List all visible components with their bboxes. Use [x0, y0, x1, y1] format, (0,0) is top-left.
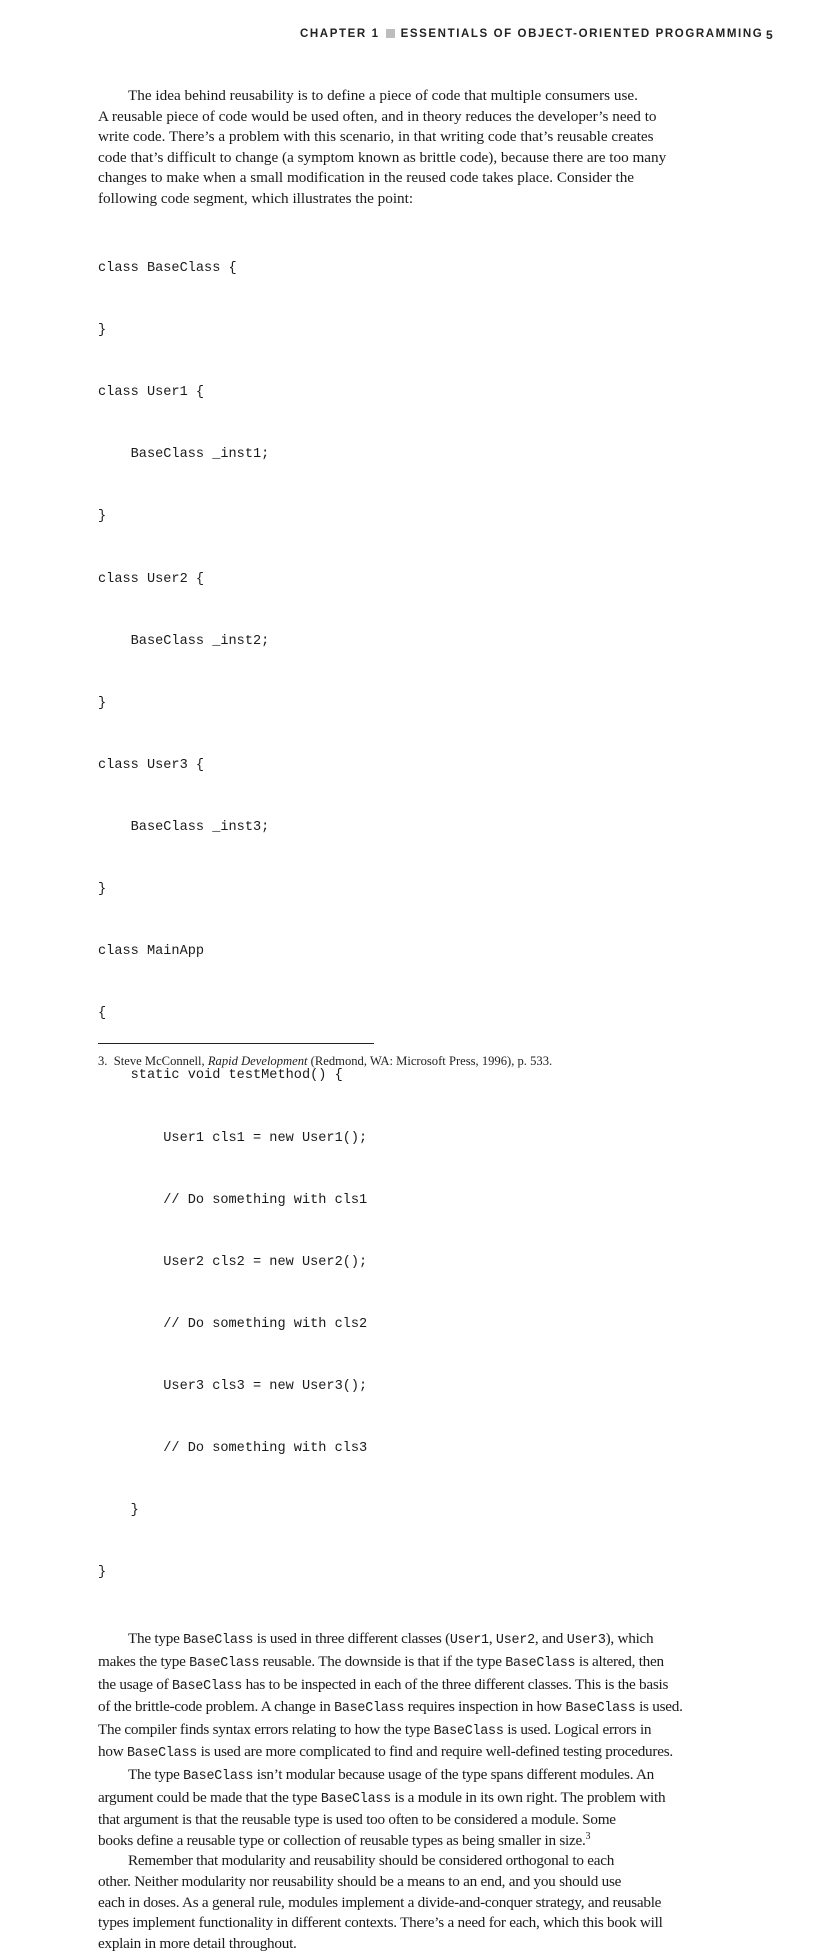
code-line: static void testMethod() { — [98, 1068, 343, 1084]
paragraph-4 — [98, 1851, 714, 1954]
header-separator-square — [386, 29, 395, 38]
footnote-marker[interactable]: 3 — [585, 1830, 591, 1842]
inline-code: BaseClass — [189, 1655, 260, 1671]
code-listing — [98, 218, 714, 1626]
code-line: User3 cls3 = new User3(); — [98, 1378, 368, 1394]
code-line: class MainApp — [98, 944, 205, 960]
code-line: class BaseClass { — [98, 260, 237, 276]
inline-code: BaseClass — [320, 1791, 391, 1807]
code-line: // Do something with cls3 — [98, 1441, 368, 1457]
footnote-book-title: Rapid Development — [207, 1054, 308, 1068]
footnote-author: Steve McConnell, — [113, 1054, 208, 1068]
section-title: ESSENTIALS OF OBJECT-ORIENTED PROGRAMMING — [400, 28, 764, 40]
code-line: } — [98, 509, 107, 525]
text-line: the usage of BaseClass has to be inspected in each of the three different classes. This is the basis — [98, 1675, 669, 1694]
code-line: User1 cls1 = new User1(); — [98, 1130, 368, 1146]
code-line: } — [98, 1565, 107, 1581]
text-line: The compiler finds syntax errors relating to how the type BaseClass is used. Logical errors in — [98, 1720, 652, 1739]
code-line: // Do something with cls1 — [98, 1192, 368, 1208]
code-line: } — [98, 695, 107, 711]
inline-code: BaseClass — [334, 1701, 405, 1717]
inline-code: BaseClass — [183, 1768, 254, 1784]
running-header — [300, 28, 763, 40]
inline-code: BaseClass — [505, 1655, 576, 1671]
text-line: write code. There’s a problem with this scenario, in that writing code that’s reusable creates — [98, 128, 654, 146]
paragraph-1 — [98, 86, 714, 210]
footnote-divider — [98, 1043, 374, 1044]
text-line: each in doses. As a general rule, modules implement a divide-and-conquer strategy, and reusable — [98, 1893, 662, 1911]
code-line: class User3 { — [98, 757, 205, 773]
text-line: A reusable piece of code would be used often, and in theory reduces the developer’s need to — [98, 107, 657, 125]
code-line: class User1 { — [98, 385, 205, 401]
paragraph-2 — [98, 1629, 714, 1765]
inline-code: BaseClass — [126, 1746, 198, 1762]
text-line: how BaseClass is used are more complicated to find and require well-defined testing procedures. — [98, 1743, 673, 1762]
inline-code: User2 — [495, 1633, 535, 1649]
footnote-details: (Redmond, WA: Microsoft Press, 1996), p. 533. — [307, 1054, 553, 1068]
code-line: User2 cls2 = new User2(); — [98, 1254, 368, 1270]
code-line: // Do something with cls2 — [98, 1316, 368, 1332]
inline-code: BaseClass — [183, 1633, 254, 1649]
paragraph-3 — [98, 1765, 714, 1851]
inline-code: BaseClass — [433, 1723, 504, 1739]
text-line: books define a reusable type or collection of reusable types as being smaller in size.$^3$ — [98, 1830, 591, 1849]
text-line: explain in more detail throughout. — [98, 1934, 297, 1952]
code-line: } — [98, 323, 107, 339]
text-line: code that’s difficult to change (a symptom known as brittle code), because there are too many — [98, 148, 667, 166]
code-line: } — [98, 882, 107, 898]
inline-code: User1 — [449, 1633, 489, 1649]
inline-code: BaseClass — [171, 1678, 243, 1694]
page-body — [98, 86, 714, 1954]
chapter-label: CHAPTER 1 — [300, 28, 380, 40]
text-line: The idea behind reusability is to define a piece of code that multiple consumers use. — [128, 87, 638, 104]
text-line: other. Neither modularity nor reusability should be a means to an end, and you should use — [98, 1872, 622, 1890]
text-line: The type BaseClass isn’t modular because usage of the type spans different modules. An — [128, 1765, 655, 1784]
code-line: class User2 { — [98, 571, 205, 587]
inline-code: User3 — [566, 1633, 606, 1649]
code-line: BaseClass _inst3; — [98, 819, 270, 835]
code-line: BaseClass _inst1; — [98, 447, 270, 463]
text-line: following code segment, which illustrates the point: — [98, 189, 414, 207]
text-line: that argument is that the reusable type is used too often to be considered a module. Some — [98, 1811, 616, 1829]
text-line: makes the type BaseClass reusable. The downside is that if the type BaseClass is altered, then — [98, 1652, 664, 1671]
code-line: } — [98, 1503, 139, 1519]
text-line: Remember that modularity and reusability should be considered orthogonal to each — [128, 1852, 615, 1870]
text-line: of the brittle-code problem. A change in BaseClass requires inspection in how BaseClass is used. — [98, 1698, 683, 1717]
text-line: argument could be made that the type BaseClass is a module in its own right. The problem with — [98, 1788, 666, 1807]
inline-code: BaseClass — [565, 1701, 636, 1717]
text-line: types implement functionality in different contexts. There’s a need for each, which this book will — [98, 1914, 663, 1932]
footnote — [98, 1054, 552, 1069]
footnote-number: 3. — [98, 1054, 108, 1068]
text-line: changes to make when a small modification in the reused code takes place. Consider the — [98, 169, 635, 187]
text-line: The type BaseClass is used in three different classes (User1, User2, and User3), which — [128, 1630, 654, 1649]
code-line: { — [98, 1006, 107, 1022]
code-line: BaseClass _inst2; — [98, 633, 270, 649]
page-number: 5 — [766, 28, 773, 42]
